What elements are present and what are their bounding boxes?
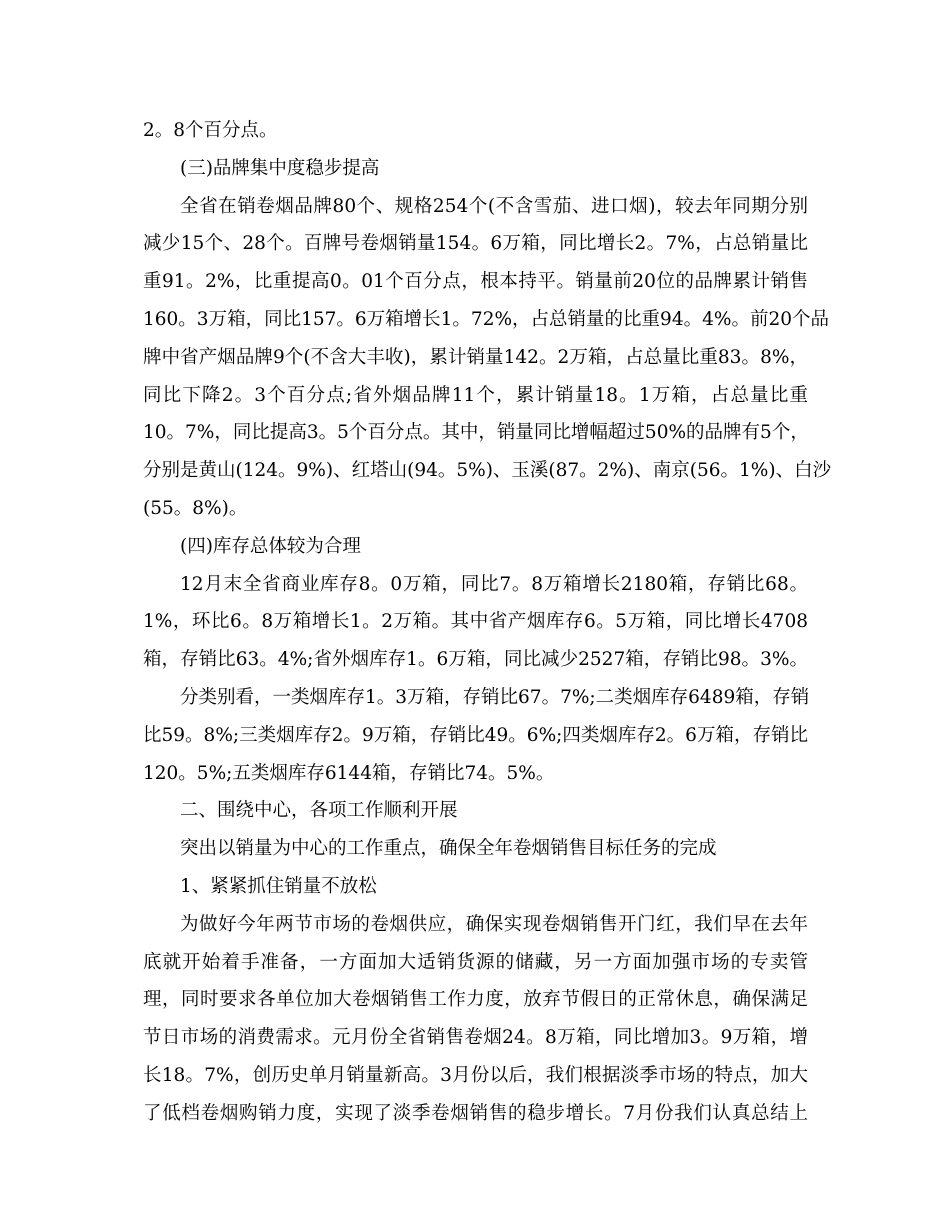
text-line: 箱，存销比63。4%;省外烟库存1。6万箱，同比减少2527箱，存销比98。3%。 bbox=[143, 649, 808, 671]
text-line: 10。7%，同比提高3。5个百分点。其中，销量同比增幅超过50%的品牌有5个， bbox=[143, 422, 809, 444]
text-line: 节日市场的消费需求。元月份全省销售卷烟24。8万箱，同比增加3。9万箱，增 bbox=[143, 1027, 808, 1049]
text-line: 1、紧紧抓住销量不放松 bbox=[180, 875, 377, 897]
text-line: (三)品牌集中度稳步提高 bbox=[180, 157, 380, 179]
text-line: 分类别看，一类烟库存1。3万箱，存销比67。7%;二类烟库存6489箱，存销 bbox=[180, 686, 810, 708]
text-line: 12月末全省商业库存8。0万箱，同比7。8万箱增长2180箱，存销比68。 bbox=[180, 573, 808, 595]
text-line: 二、围绕中心，各项工作顺利开展 bbox=[180, 800, 458, 822]
text-line: 分别是黄山(124。9%)、红塔山(94。5%)、玉溪(87。2%)、南京(56。1%)、白沙 bbox=[143, 460, 832, 482]
text-line: 1%，环比6。8万箱增长1。2万箱。其中省产烟库存6。5万箱，同比增长4708 bbox=[143, 611, 808, 633]
text-line: (四)库存总体较为合理 bbox=[180, 535, 361, 557]
text-line: 了低档卷烟购销力度，实现了淡季卷烟销售的稳步增长。7月份我们认真总结上 bbox=[143, 1102, 808, 1124]
text-line: 底就开始着手准备，一方面加大适销货源的储藏，另一方面加强市场的专卖管 bbox=[143, 951, 808, 973]
text-line: 120。5%;五类烟库存6144箱，存销比74。5%。 bbox=[143, 762, 555, 784]
text-line: 重91。2%，比重提高0。01个百分点，根本持平。销量前20位的品牌累计销售 bbox=[143, 271, 808, 293]
text-line: 减少15个、28个。百牌号卷烟销量154。6万箱，同比增长2。7%，占总销量比 bbox=[143, 233, 808, 255]
text-line: 牌中省产烟品牌9个(不含大丰收)，累计销量142。2万箱，占总量比重83。8%， bbox=[143, 346, 808, 368]
text-line: 长18。7%，创历史单月销量新高。3月份以后，我们根据淡季市场的特点，加大 bbox=[143, 1064, 808, 1086]
text-line: 2。8个百分点。 bbox=[143, 120, 278, 141]
text-line: 突出以销量为中心的工作重点，确保全年卷烟销售目标任务的完成 bbox=[180, 838, 717, 860]
text-line: 同比下降2。3个百分点;省外烟品牌11个，累计销量18。1万箱，占总量比重 bbox=[143, 384, 808, 406]
text-line: 全省在销卷烟品牌80个、规格254个(不含雪茄、进口烟)，较去年同期分别 bbox=[180, 195, 808, 217]
text-line: (55。8%)。 bbox=[143, 497, 248, 519]
document-page bbox=[143, 112, 832, 1133]
text-line: 比59。8%;三类烟库存2。9万箱，存销比49。6%;四类烟库存2。6万箱，存销比 bbox=[143, 724, 808, 746]
text-line: 理，同时要求各单位加大卷烟销售工作力度，放弃节假日的正常休息，确保满足 bbox=[143, 989, 808, 1011]
text-line: 为做好今年两节市场的卷烟供应，确保实现卷烟销售开门红，我们早在去年 bbox=[180, 913, 808, 935]
text-line: 160。3万箱，同比157。6万箱增长1。72%，占总销量的比重94。4%。前20个品 bbox=[143, 308, 829, 330]
